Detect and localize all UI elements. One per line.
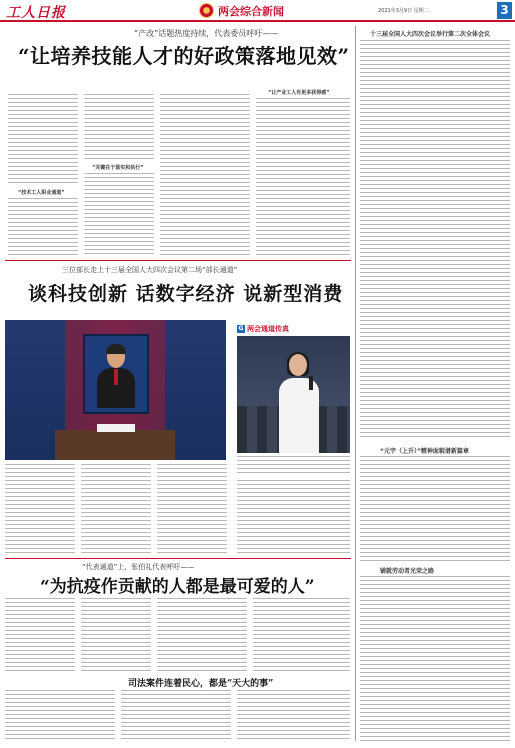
section-divider-2 [5,558,351,559]
section-divider [5,260,351,261]
story3-body-col3 [157,598,247,672]
story4-body-col2 [121,690,231,741]
story1-subhead-2: “关键在于落实和执行” [92,165,144,171]
masthead [0,0,515,22]
story3-kicker: “代表通道”上，张伯礼代表呼吁—— [82,563,195,571]
story2-kicker: 三位部长走上十三届全国人大四次会议第二场“部长通道” [62,266,238,274]
story2-body-col4 [237,480,350,556]
story1-headline: “让培养技能人才的好政策落地见效” [18,44,350,68]
story1-body-col2 [84,94,154,160]
right-subhead-1: “元宇（上升）”精神面貌谱新篇章 [380,448,469,455]
story2-body-col3 [157,464,227,556]
story4-headline: 司法案件连着民心，都是“天大的事” [128,679,274,689]
story1-kicker: “产改”话题热度持续，代表委员呼吁—— [134,29,279,38]
story1-body-col2b [84,173,154,256]
section-title: 两会综合新闻 [218,5,284,18]
two-sessions-emblem-icon [199,3,214,18]
story2-headline: 谈科技创新 话数字经济 说新型消费 [28,283,344,305]
issue-date: 2021年3月9日 星期二 [378,8,429,14]
story3-body-col1 [5,598,75,674]
story2-body-col1 [5,464,75,556]
story4-body-col3 [237,690,350,741]
gallery-tag: G [238,325,244,332]
story1-subhead-3: “让产业工人有更多获得感” [268,90,330,96]
story3-body-col2 [81,598,151,672]
story1-body-col3 [160,94,250,256]
story1-body-col1b [8,198,78,256]
story1-body-col4 [256,98,350,256]
reporter-question-photo [237,336,350,453]
story1-body-col1 [8,94,78,186]
minister-press-photo [5,320,226,460]
aside-title: 十三届全国人大四次会议举行第二次全体会议 [370,31,491,38]
story3-headline: “为抗疫作贡献的人都是最可爱的人” [40,577,315,597]
gallery-label: 两会通道传真 [247,325,289,333]
aside-body [360,40,510,440]
column-rule [355,26,356,741]
page-number: 3 [497,2,512,19]
right-body-3 [360,576,510,741]
newspaper-logo: 工人日报 [6,5,66,21]
story2-body-col2 [81,464,151,556]
right-body-2 [360,456,510,562]
story4-body-col1 [5,690,115,741]
story1-subhead-1: “技术工人职业通道” [18,190,65,196]
photo2-caption-lines [237,456,350,476]
right-subhead-2: 铺就劳动者光荣之路 [380,568,435,575]
story3-body-col4 [253,598,350,672]
